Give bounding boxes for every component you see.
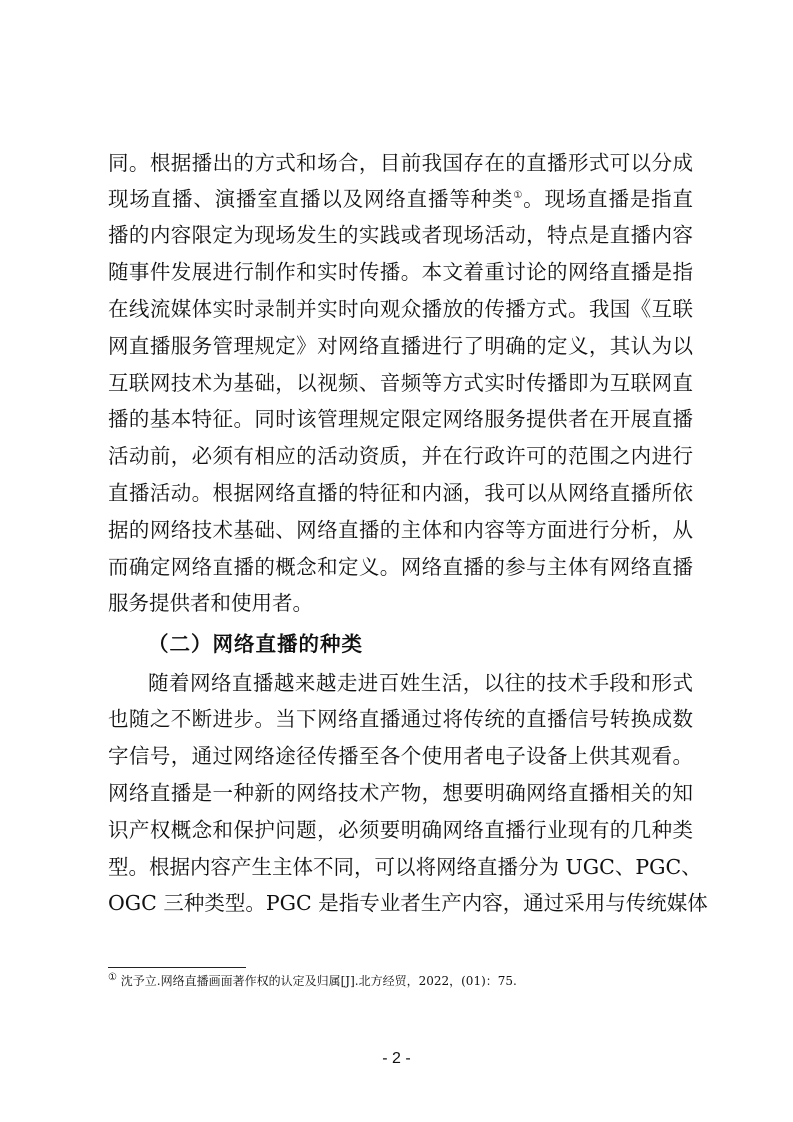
body-text-line: 随着网络直播越来越走进百姓生活，以往的技术手段和形式 <box>148 671 693 695</box>
body-text-line: 据的网络技术基础、网络直播的主体和内容等方面进行分析，从 <box>108 518 693 542</box>
body-text-line: 播的基本特征。同时该管理规定限定网络服务提供者在开展直播 <box>108 407 693 431</box>
body-text-line: 播的内容限定为现场发生的实践或者现场活动，特点是直播内容 <box>108 223 693 247</box>
body-text-line: 直播活动。根据网络直播的特征和内涵，我可以从网络直播所依 <box>108 481 693 505</box>
page-number: - 2 - <box>382 1050 411 1067</box>
body-text-line: 网络直播是一种新的网络技术产物，想要明确网络直播相关的知 <box>108 781 693 805</box>
body-text-line: 服务提供者和使用者。 <box>108 591 313 615</box>
body-text-segment: 现场直播、演播室直播以及网络直播等种类 <box>108 187 514 211</box>
section-heading: （二）网络直播的种类 <box>148 632 363 656</box>
body-text-line <box>108 183 693 215</box>
footnote <box>108 972 517 990</box>
body-text-line: 网直播服务管理规定》对网络直播进行了明确的定义，其认为以 <box>108 334 693 358</box>
body-text-line: 活动前，必须有相应的活动资质，并在行政许可的范围之内进行 <box>108 444 693 468</box>
footnote-reference-mark[interactable]: ① <box>513 190 524 202</box>
footnote-separator <box>108 967 246 968</box>
body-text-line: 也随之不断进步。当下网络直播通过将传统的直播信号转换成数 <box>108 707 693 731</box>
footnote-text: 沈予立.网络直播画面著作权的认定及归属[J].北方经贸，2022，(01)：75. <box>116 974 517 988</box>
body-text-line: 字信号，通过网络途径传播至各个使用者电子设备上供其观看。 <box>108 744 693 768</box>
footnote-mark: ① <box>108 972 117 983</box>
body-text-line: 随事件发展进行制作和实时传播。本文着重讨论的网络直播是指 <box>108 260 693 284</box>
body-text-line: 识产权概念和保护问题，必须要明确网络直播行业现有的几种类 <box>108 818 693 842</box>
body-text-line: 型。根据内容产生主体不同，可以将网络直播分为 UGC、PGC、 <box>108 855 702 879</box>
body-text-line: 同。根据播出的方式和场合，目前我国存在的直播形式可以分成 <box>108 151 693 175</box>
body-text-line: 互联网技术为基础，以视频、音频等方式实时传播即为互联网直 <box>108 371 693 395</box>
body-text-line: 而确定网络直播的概念和定义。网络直播的参与主体有网络直播 <box>108 555 693 579</box>
body-text-line: OGC 三种类型。PGC 是指专业者生产内容，通过采用与传统媒体 <box>108 891 708 915</box>
body-text-line: 在线流媒体实时录制并实时向观众播放的传播方式。我国《互联 <box>108 297 693 321</box>
body-text-segment: 。现场直播是指直 <box>523 187 694 211</box>
